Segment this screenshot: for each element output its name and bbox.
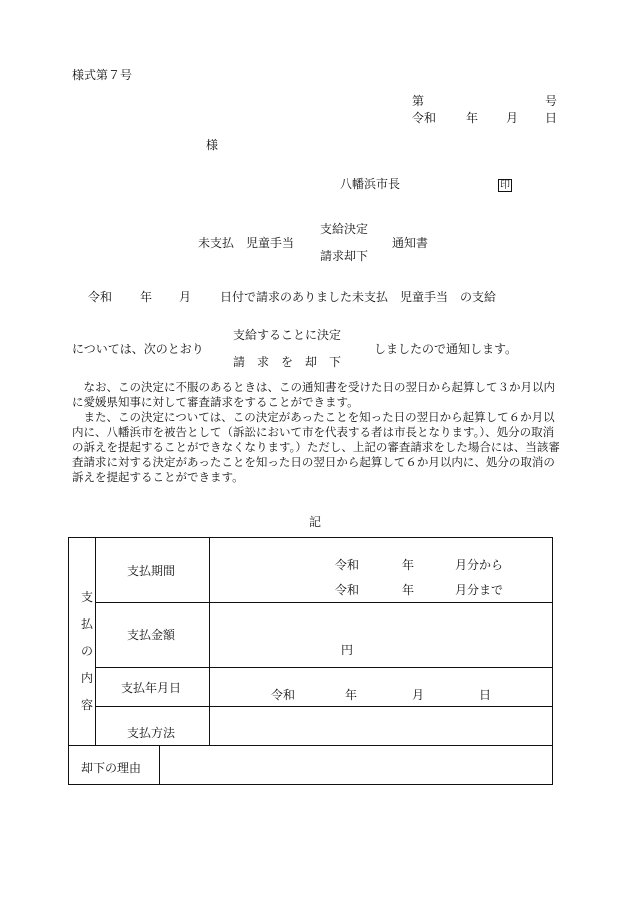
form-number: 様式第７号	[72, 68, 133, 82]
doc-date-era: 令和	[412, 111, 437, 125]
line2-prefix: については、次のとおり	[72, 342, 204, 356]
title-suffix: 通知書	[392, 236, 429, 250]
group-label-char: の	[80, 644, 93, 658]
addressee-suffix: 様	[206, 138, 219, 152]
group-label	[79, 584, 95, 719]
period-from-era: 令和	[335, 558, 360, 572]
period-to-year: 年	[402, 583, 415, 597]
date-label: 支払年月日	[121, 681, 182, 695]
notice-paragraph-2: また、この決定については、この決定があったことを知った日の翌日から起算して６か月以内に、八幡浜市を被告として（訴訟において市を代表する者は市長となります。）、処分の取消の訴えを提起することができなくなります。）ただし、上記の審査請求をした場合には、当該審査請求に対する決定があったことを知った日の翌日から起算して６か月以内に、処分の取消の訴えを提起することができます。	[72, 410, 560, 484]
line2-suffix: しましたので通知します。	[374, 342, 518, 356]
doc-date-year: 年	[466, 111, 479, 125]
doc-number-prefix: 第	[412, 94, 425, 108]
date-day: 日	[479, 688, 492, 702]
group-label-char: 内	[80, 671, 93, 685]
period-to-era: 令和	[335, 583, 360, 597]
title-option-2: 請求却下	[320, 249, 369, 263]
title-option-1: 支給決定	[320, 222, 369, 236]
line1-text: 日付で請求のありました未支払 児童手当 の支給	[220, 290, 497, 304]
payment-table	[68, 537, 553, 785]
date-month: 月	[412, 688, 425, 702]
amount-unit: 円	[341, 643, 354, 657]
line1-year: 年	[140, 290, 153, 304]
period-to-month: 月分まで	[455, 583, 504, 597]
line2-option-2: 請 求 を 却 下	[233, 355, 342, 369]
notice	[72, 380, 562, 485]
line1-era: 令和	[88, 290, 113, 304]
rejection-label: 却下の理由	[81, 761, 142, 775]
doc-date-day: 日	[545, 111, 558, 125]
date-year: 年	[345, 688, 358, 702]
period-from-year: 年	[402, 558, 415, 572]
issuer-name: 八幡浜市長	[340, 177, 401, 191]
method-label: 支払方法	[127, 726, 176, 740]
amount-label: 支払金額	[127, 628, 176, 642]
group-label-char: 支	[80, 590, 93, 604]
doc-number-suffix: 号	[545, 94, 558, 108]
line2-option-1: 支給することに決定	[233, 328, 342, 342]
doc-date-month: 月	[506, 111, 519, 125]
ki-heading: 記	[309, 515, 322, 529]
group-label-char: 容	[80, 698, 93, 712]
notice-paragraph-1: なお、この決定に不服のあるときは、この通知書を受けた日の翌日から起算して３か月以内に愛媛県知事に対して審査請求をすることができます。	[72, 380, 555, 409]
period-from-month: 月分から	[455, 558, 504, 572]
period-label: 支払期間	[127, 564, 176, 578]
line1-month: 月	[179, 290, 192, 304]
seal-mark: 印	[500, 180, 510, 191]
title-subject: 未支払 児童手当	[198, 236, 295, 250]
date-era: 令和	[271, 688, 296, 702]
issuer-seal	[498, 177, 512, 192]
group-label-char: 払	[80, 617, 93, 631]
